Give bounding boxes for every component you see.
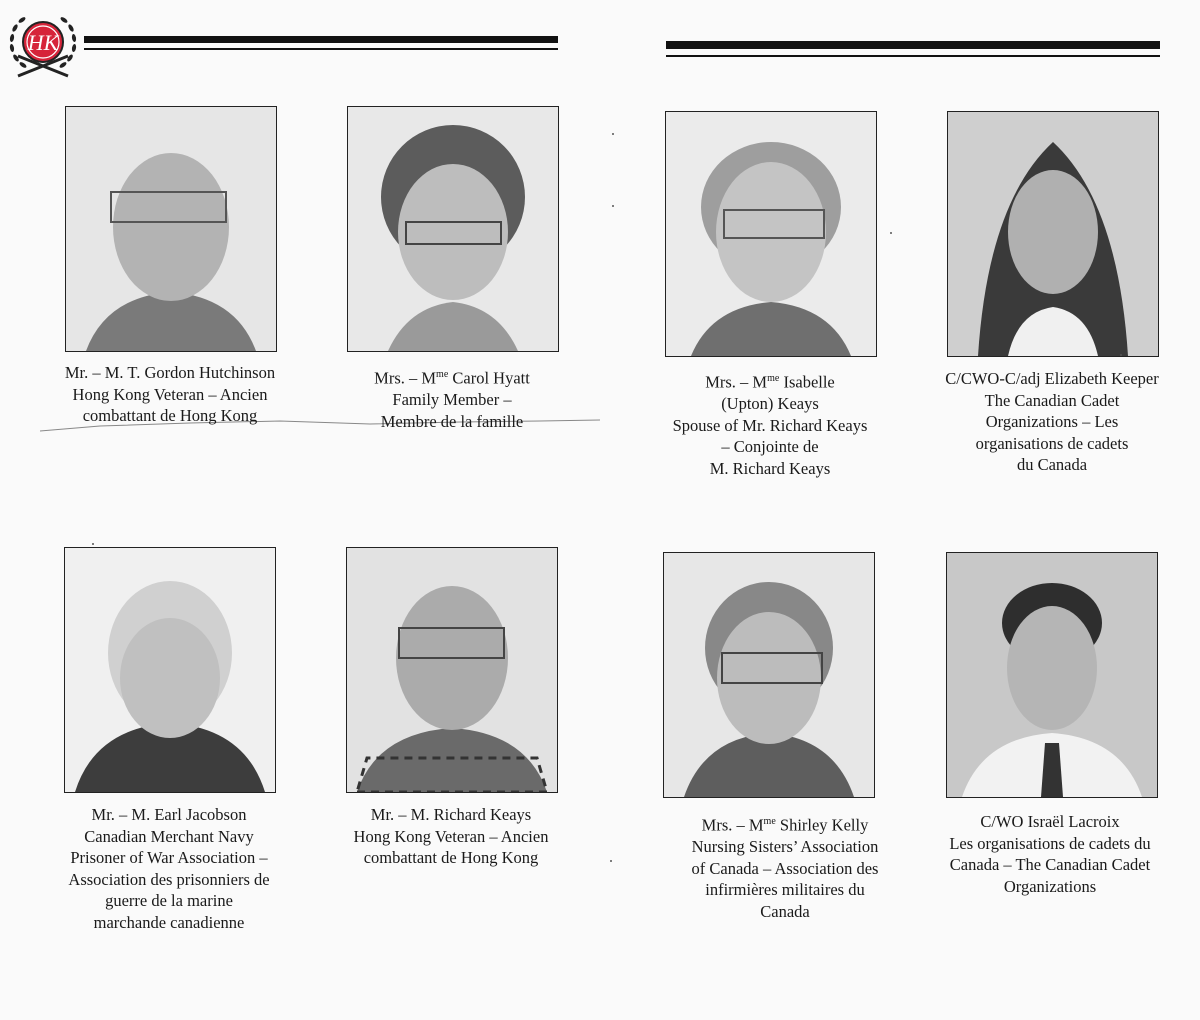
caption-line: Mrs. – $M^{me}$ Isabelle <box>705 372 835 392</box>
caption-lacroix <box>920 811 1180 897</box>
caption-richard-keays <box>326 804 576 869</box>
header-rule-right-thin <box>666 55 1160 57</box>
logo-letters: HK <box>27 30 59 55</box>
caption-line: (Upton) Keays <box>721 394 819 413</box>
portrait-hutchinson <box>65 106 277 352</box>
header-rule-right-thick <box>666 41 1160 49</box>
portrait-kelly <box>663 552 875 798</box>
caption-line: Canada <box>760 901 810 921</box>
caption-line: C/WO Israël Lacroix <box>980 812 1120 831</box>
caption-line: The Canadian Cadet <box>984 390 1120 410</box>
caption-line: infirmières militaires du <box>705 880 865 899</box>
hk-wreath-logo <box>6 6 80 82</box>
caption-line: Mr. – M. Earl Jacobson <box>91 805 247 824</box>
portrait-keeper <box>947 111 1159 357</box>
paper-speck <box>92 543 94 545</box>
paper-speck <box>1120 354 1122 356</box>
caption-line: C/CWO-C/adj Elizabeth Keeper <box>945 369 1159 388</box>
caption-line: Canadian Merchant Navy <box>84 826 254 846</box>
portrait-isabelle-keays <box>665 111 877 357</box>
caption-line: Mr. – M. T. Gordon Hutchinson <box>64 363 276 382</box>
caption-line: du Canada <box>1016 455 1088 474</box>
caption-kelly <box>660 811 910 922</box>
caption-line: of Canada – Association des <box>691 858 879 878</box>
portrait-hyatt <box>347 106 559 352</box>
caption-line: Mrs. – $M^{me}$ Shirley Kelly <box>701 815 869 835</box>
caption-line: Organizations <box>1003 876 1097 896</box>
caption-line: marchande canadienne <box>93 912 245 932</box>
paper-speck <box>612 205 614 207</box>
caption-isabelle-keays <box>645 368 895 479</box>
portrait-jacobson <box>64 547 276 793</box>
portrait-lacroix <box>946 552 1158 798</box>
paper-speck <box>890 232 892 234</box>
caption-line: Family Member – <box>392 390 512 409</box>
caption-line: Hong Kong Veteran – Ancien <box>353 826 549 846</box>
header-rule-left-thick <box>84 36 558 43</box>
caption-line: Canada – The Canadian Cadet <box>949 855 1151 874</box>
caption-jacobson <box>44 804 294 933</box>
caption-hyatt <box>327 364 577 432</box>
caption-keeper <box>922 368 1182 476</box>
header-rule-left-thin <box>84 48 558 50</box>
caption-line: Nursing Sisters’ Association <box>691 837 879 856</box>
portrait-richard-keays <box>346 547 558 793</box>
caption-line: Hong Kong Veteran – Ancien <box>72 384 268 404</box>
caption-line: – Conjointe de <box>721 437 819 456</box>
caption-line: Organizations – Les <box>985 412 1119 431</box>
paper-speck <box>612 133 614 135</box>
caption-line: Prisoner of War Association – <box>70 848 268 867</box>
caption-line: M. Richard Keays <box>709 458 831 478</box>
caption-hutchinson <box>45 362 295 427</box>
caption-line: Les organisations de cadets du <box>949 833 1151 853</box>
caption-line: Mrs. – $M^{me}$ Carol Hyatt <box>374 368 530 388</box>
caption-line: guerre de la marine <box>105 891 233 910</box>
paper-speck <box>610 860 612 862</box>
caption-line: Spouse of Mr. Richard Keays <box>672 415 868 435</box>
caption-line: organisations de cadets <box>975 433 1129 453</box>
caption-line: Membre de la famille <box>380 411 524 431</box>
caption-line: combattant de Hong Kong <box>363 848 539 867</box>
caption-line: Mr. – M. Richard Keays <box>370 805 532 824</box>
caption-line: combattant de Hong Kong <box>82 406 258 425</box>
caption-line: Association des prisonniers de <box>68 869 270 889</box>
